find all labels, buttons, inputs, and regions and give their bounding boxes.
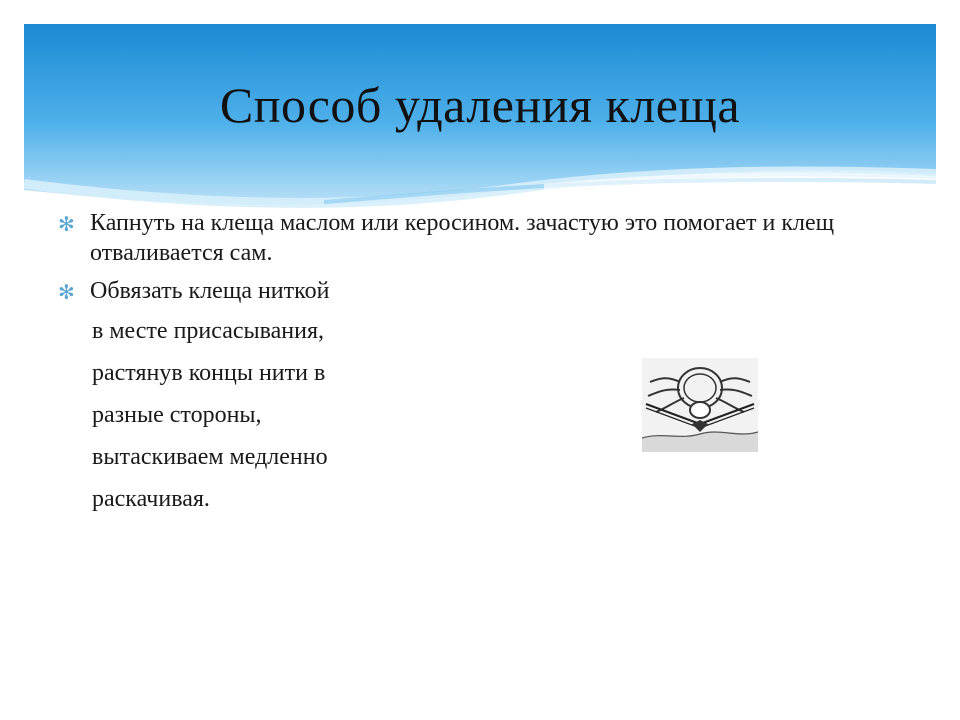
bullet-item — [58, 276, 878, 306]
continuation-line: раскачивая. — [92, 486, 210, 512]
asterisk-icon: ✻ — [58, 280, 75, 304]
bullet-text: Капнуть на клеща маслом или керосином. зачастую это помогает и клещ отваливается сам. — [90, 210, 835, 266]
continuation-line: растянув концы нити в — [92, 360, 326, 386]
asterisk-icon: ✻ — [58, 212, 75, 236]
bullet-item — [58, 208, 878, 268]
tick-illustration-icon — [642, 358, 758, 452]
bullet-text: Обвязать клеща ниткой — [90, 278, 330, 304]
continuation-line: в месте присасывания, — [92, 318, 325, 344]
slide-title: Способ удаления клеща — [219, 77, 741, 133]
continuation-line: вытаскиваем медленно — [92, 444, 328, 470]
continuation-line: разные стороны, — [92, 402, 262, 428]
